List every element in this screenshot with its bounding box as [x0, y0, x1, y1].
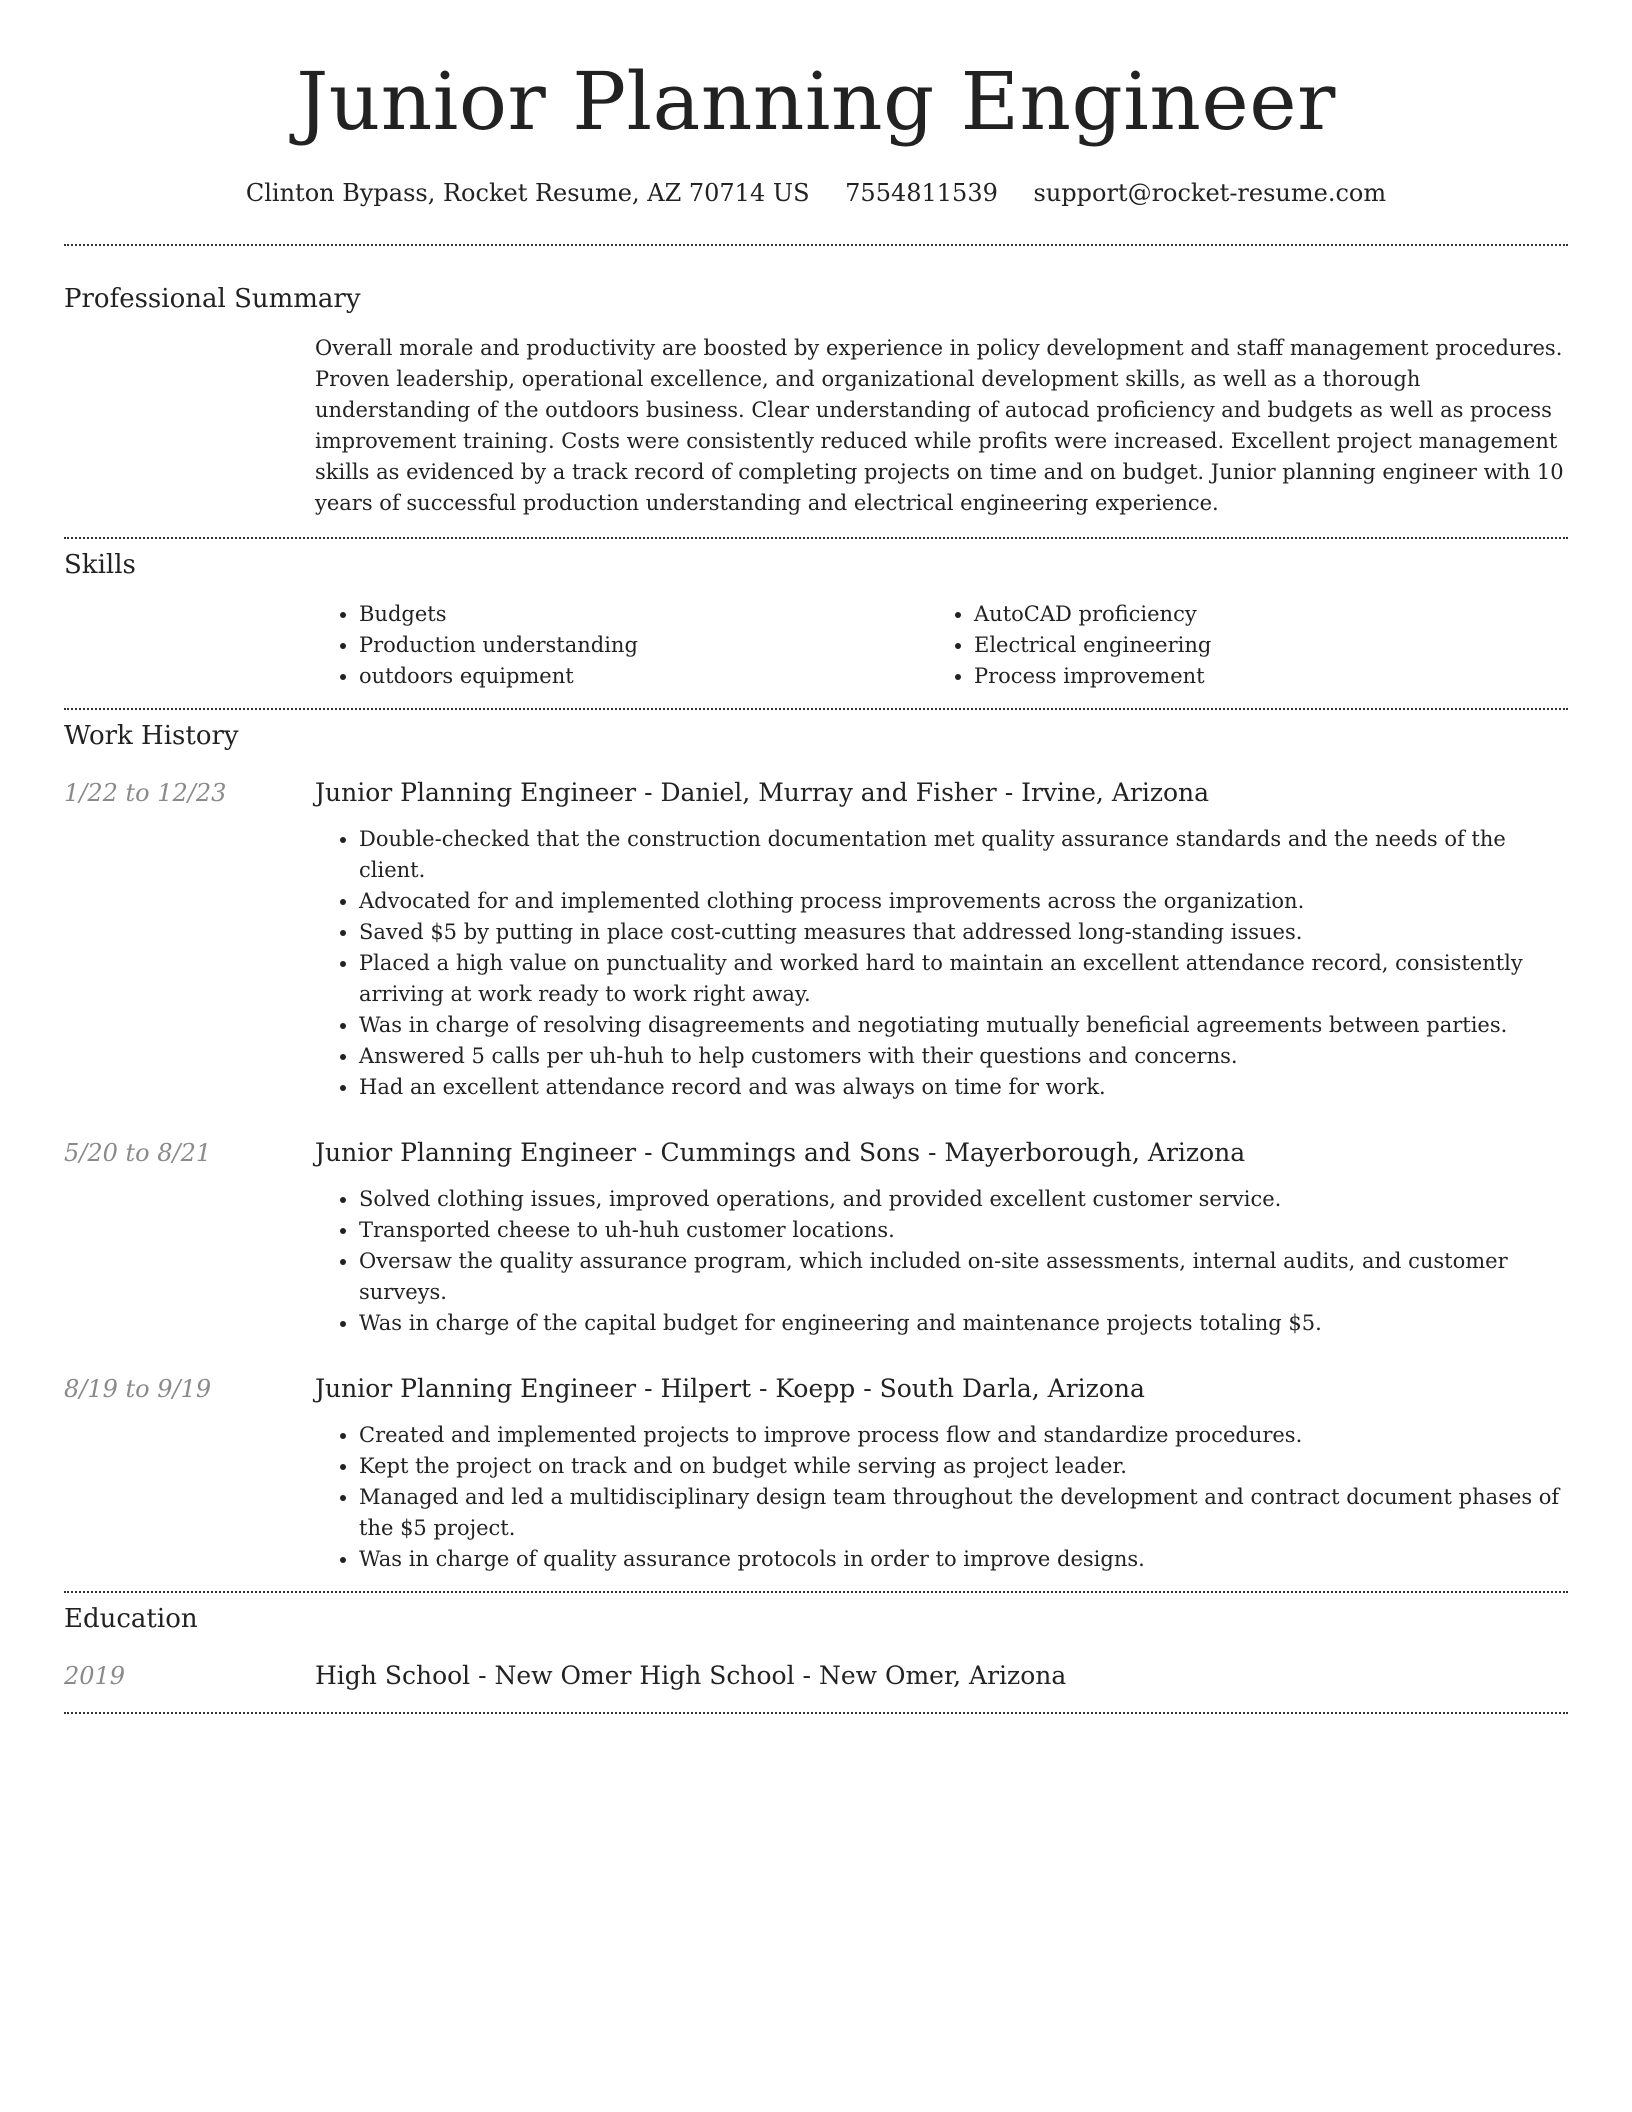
skill-item: • outdoors equipment [359, 661, 930, 692]
education-entry [64, 1660, 1568, 1692]
contact-phone: 7554811539 [845, 179, 998, 207]
section-divider [64, 1712, 1568, 1714]
section-divider [64, 244, 1568, 246]
job-entry [64, 1137, 1568, 1339]
job-bullet: • Was in charge of resolving disagreements and negotiating mutually beneficial agreements between parties. [359, 1010, 1568, 1041]
education-heading-line: High School - New Omer High School - New Omer, Arizona [315, 1661, 1067, 1690]
skill-item: • Budgets [359, 599, 930, 630]
job-bullet: • Had an excellent attendance record and was always on time for work. [359, 1072, 1568, 1103]
summary-section [64, 283, 1568, 519]
job-dates: 1/22 to 12/23 [64, 779, 227, 807]
job-bullet: • Was in charge of quality assurance protocols in order to improve designs. [359, 1544, 1568, 1575]
job-bullet: • Double-checked that the construction documentation met quality assurance standards and the needs of the client. [359, 824, 1568, 886]
job-bullet: • Saved $5 by putting in place cost-cutting measures that addressed long-standing issues. [359, 917, 1568, 948]
contact-email: support@rocket-resume.com [1033, 179, 1387, 207]
skills-list-left [315, 599, 930, 692]
job-bullet: • Created and implemented projects to improve process flow and standardize procedures. [359, 1420, 1568, 1451]
job-bullet: • Managed and led a multidisciplinary design team throughout the development and contract document phases of the $5 project. [359, 1482, 1568, 1544]
resume-page [64, 0, 1568, 1714]
job-bullet: • Placed a high value on punctuality and worked hard to maintain an excellent attendance record, consistently arriving at work ready to work right away. [359, 948, 1568, 1010]
skills-heading: Skills [64, 550, 136, 580]
job-entry [64, 777, 1568, 1103]
summary-text: Overall morale and productivity are boosted by experience in policy development and staff management procedures. Proven leadership, operational excellence, and organizational development skills, as well as a thorough understanding of the outdoors business. Clear understanding of autocad proficiency and budgets as well as process improvement training. Costs were consistently reduced while profits were increased. Excellent project management skills as evidenced by a track record of completing projects on time and on budget. Junior planning engineer with 10 years of successful production understanding and electrical engineering experience. [315, 336, 1564, 515]
job-bullet: • Transported cheese to uh-huh customer locations. [359, 1215, 1568, 1246]
job-heading: Junior Planning Engineer - Cummings and Sons - Mayerborough, Arizona [315, 1138, 1246, 1167]
skill-item: • Production understanding [359, 630, 930, 661]
contact-address: Clinton Bypass, Rocket Resume, AZ 70714 US [245, 179, 810, 207]
job-dates: 8/19 to 9/19 [64, 1375, 212, 1403]
resume-name: Junior Planning Engineer [296, 55, 1336, 148]
job-heading: Junior Planning Engineer - Hilpert - Koepp - South Darla, Arizona [315, 1374, 1145, 1403]
skills-section [64, 549, 1568, 692]
skill-item: • Process improvement [974, 661, 1545, 692]
job-bullets [315, 1184, 1568, 1339]
job-bullets [315, 1420, 1568, 1575]
work-section [64, 720, 1568, 1575]
job-bullet: • Oversaw the quality assurance program, which included on-site assessments, internal audits, and customer surveys. [359, 1246, 1568, 1308]
skill-item: • Electrical engineering [974, 630, 1545, 661]
job-bullets [315, 824, 1568, 1103]
skills-list-right [930, 599, 1545, 692]
section-divider [64, 1591, 1568, 1593]
education-heading: Education [64, 1604, 198, 1634]
job-bullet: • Advocated for and implemented clothing process improvements across the organization. [359, 886, 1568, 917]
job-bullet: • Solved clothing issues, improved operations, and provided excellent customer service. [359, 1184, 1568, 1215]
section-divider [64, 537, 1568, 539]
job-entry [64, 1373, 1568, 1575]
education-section [64, 1603, 1568, 1692]
section-divider [64, 708, 1568, 710]
job-bullet: • Kept the project on track and on budget while serving as project leader. [359, 1451, 1568, 1482]
contact-line [64, 178, 1568, 208]
skill-item: • AutoCAD proficiency [974, 599, 1545, 630]
job-dates: 5/20 to 8/21 [64, 1139, 212, 1167]
job-bullet: • Was in charge of the capital budget for engineering and maintenance projects totaling $5. [359, 1308, 1568, 1339]
job-heading: Junior Planning Engineer - Daniel, Murray and Fisher - Irvine, Arizona [315, 778, 1210, 807]
education-date: 2019 [64, 1662, 126, 1690]
summary-heading: Professional Summary [64, 284, 361, 314]
job-bullet: • Answered 5 calls per uh-huh to help customers with their questions and concerns. [359, 1041, 1568, 1072]
work-heading: Work History [64, 721, 239, 751]
